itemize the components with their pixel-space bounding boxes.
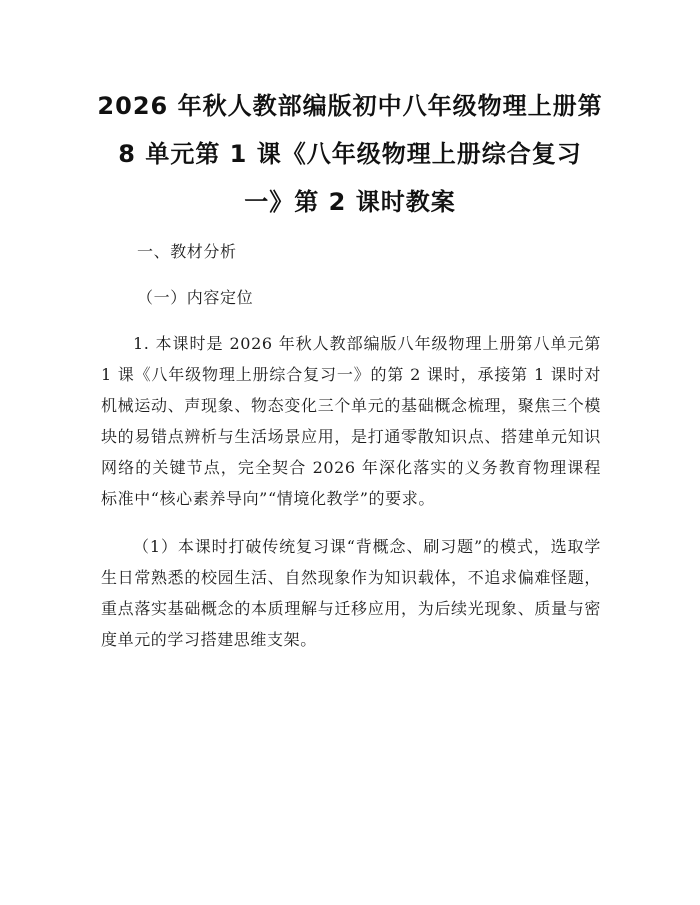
section-heading: 一、教材分析 [137, 242, 237, 261]
title-line-1: 2026 年秋人教部编版初中八年级物理上册第 [97, 92, 603, 120]
paragraph-content-positioning: 1. 本课时是 2026 年秋人教部编版八年级物理上册第八单元第 1 课《八年级物理上册综合复习一》的第 2 课时，承接第 1 课时对机械运动、声现象、物态变化三个单元的基础概念梳理，聚焦三个模块的易错点辨析与生活场景应用，是打通零散知识点、搭建单元知识网络的关键节点，完全契合 2026 年深化落实的义务教育物理课程标准中“核心素养导向”“情境化教学”的要求。 [101, 334, 601, 508]
document-body [101, 236, 601, 672]
subsection-heading: （一）内容定位 [137, 288, 254, 307]
title-line-3: 一》第 2 课时教案 [244, 188, 456, 216]
title-line-2: 8 单元第 1 课《八年级物理上册综合复习 [118, 140, 582, 168]
document-title [96, 82, 604, 226]
paragraph-review-mode: （1）本课时打破传统复习课“背概念、刷习题”的模式，选取学生日常熟悉的校园生活、自然现象作为知识载体，不追求偏难怪题，重点落实基础概念的本质理解与迁移应用，为后续光现象、质量与密度单元的学习搭建思维支架。 [101, 537, 601, 649]
